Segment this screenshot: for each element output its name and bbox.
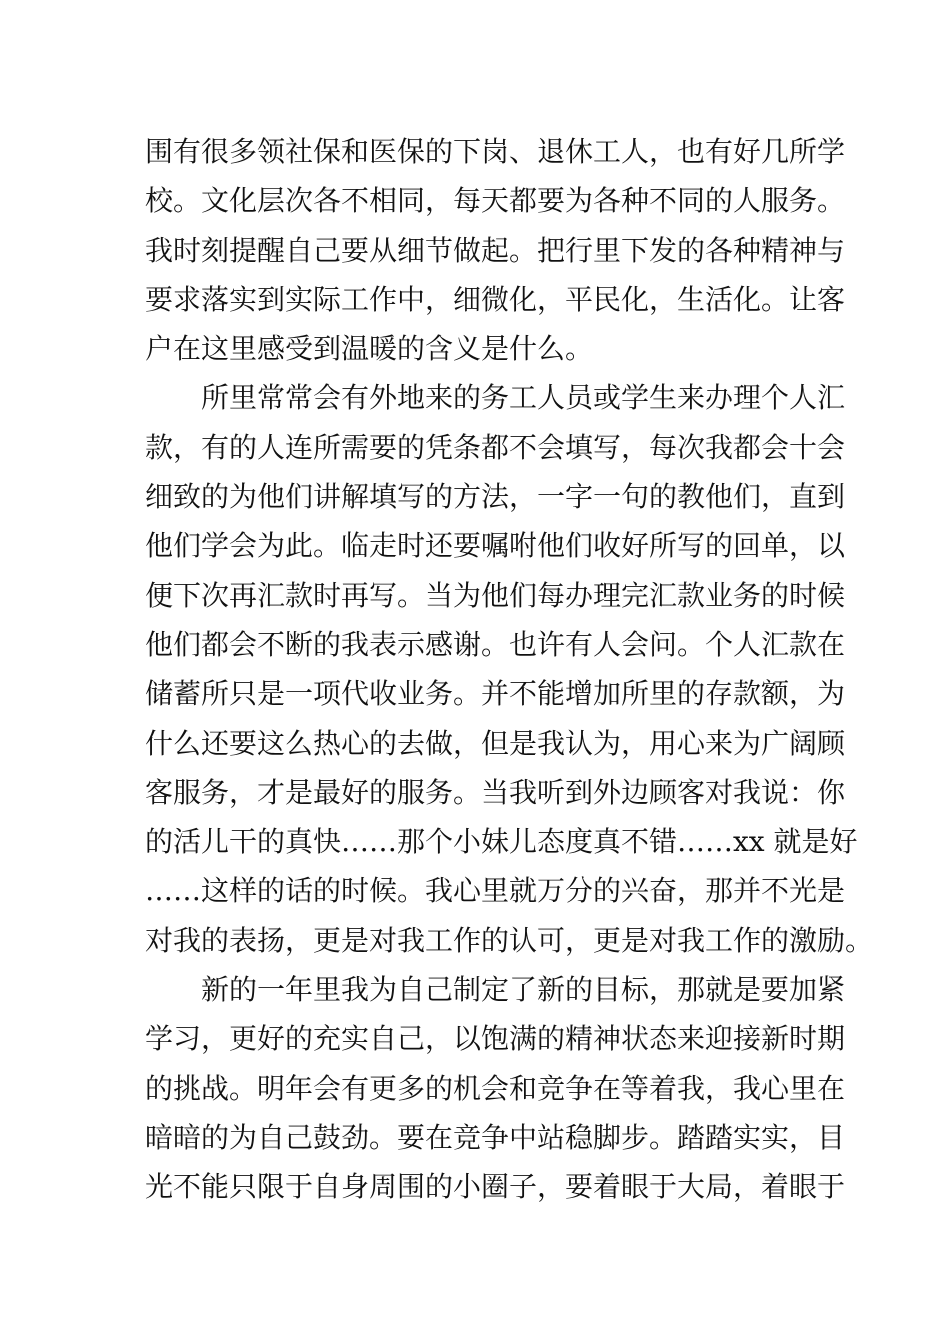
text-line: ……这样的话的时候。我心里就万分的兴奋，那并不光是	[145, 874, 846, 908]
text-line: 什么还要这么热心的去做，但是我认为，用心来为广阔顾	[145, 726, 846, 760]
text-line: 校。文化层次各不相同，每天都要为各种不同的人服务。	[145, 184, 846, 218]
text-line: 他们都会不断的我表示感谢。也许有人会问。个人汇款在	[145, 627, 846, 661]
text-line: 的挑战。明年会有更多的机会和竞争在等着我，我心里在	[145, 1071, 846, 1105]
text-line: 暗暗的为自己鼓劲。要在竞争中站稳脚步。踏踏实实，目	[145, 1120, 846, 1154]
body-text	[145, 127, 874, 1212]
text-line: 对我的表扬，更是对我工作的认可，更是对我工作的激励。	[145, 923, 874, 957]
text-line: 的活儿干的真快……那个小妹儿态度真不错……xx 就是好	[145, 825, 858, 859]
text-line: 光不能只限于自身周围的小圈子，要着眼于大局，着眼于	[145, 1170, 846, 1204]
text-line: 客服务，才是最好的服务。当我听到外边顾客对我说：你	[145, 775, 846, 809]
text-line: 他们学会为此。临走时还要嘱咐他们收好所写的回单，以	[145, 529, 846, 563]
text-line: 款，有的人连所需要的凭条都不会填写，每次我都会十会	[145, 430, 846, 464]
text-line: 要求落实到实际工作中，细微化，平民化，生活化。让客	[145, 282, 846, 316]
text-line: 细致的为他们讲解填写的方法，一字一句的教他们，直到	[145, 480, 846, 514]
paragraph-first-line: 所里常常会有外地来的务工人员或学生来办理个人汇	[201, 381, 846, 415]
text-line: 学习，更好的充实自己，以饱满的精神状态来迎接新时期	[145, 1022, 846, 1056]
paragraph-first-line: 新的一年里我为自己制定了新的目标，那就是要加紧	[201, 973, 846, 1007]
text-line: 我时刻提醒自己要从细节做起。把行里下发的各种精神与	[145, 233, 846, 267]
text-line: 便下次再汇款时再写。当为他们每办理完汇款业务的时候	[145, 578, 846, 612]
text-line: 围有很多领社保和医保的下岗、退休工人，也有好几所学	[145, 135, 846, 168]
text-line: 户在这里感受到温暖的含义是什么。	[145, 332, 594, 366]
text-line: 储蓄所只是一项代收业务。并不能增加所里的存款额，为	[145, 677, 846, 711]
